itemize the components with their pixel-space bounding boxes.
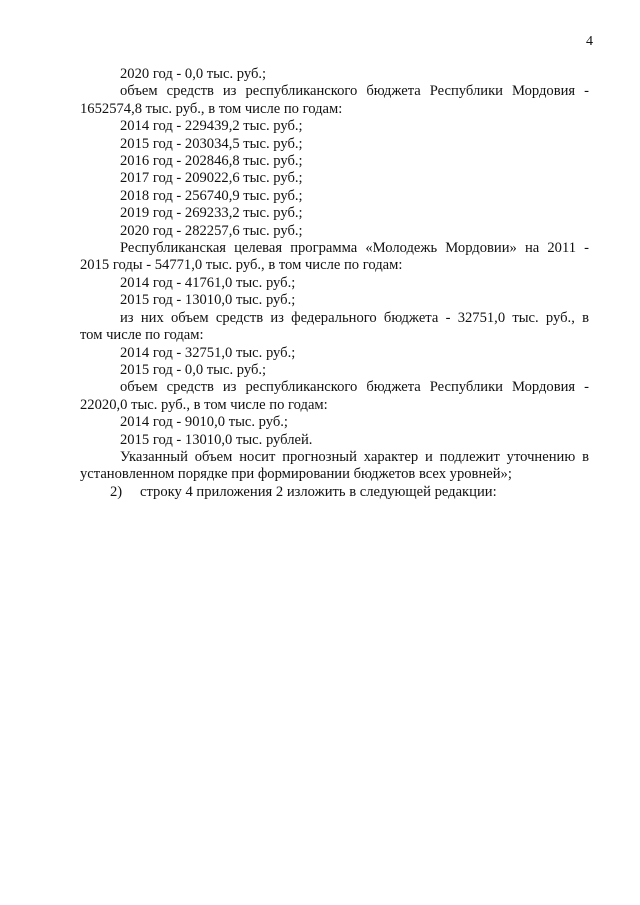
- text-line: 2020 год - 282257,6 тыс. руб.;: [120, 222, 303, 239]
- text-line: 2015 год - 13010,0 тыс. руб.;: [120, 292, 296, 309]
- text-line: 2019 год - 269233,2 тыс. руб.;: [120, 205, 303, 222]
- text-line: том числе по годам:: [80, 327, 204, 344]
- text-line: 2015 год - 203034,5 тыс. руб.;: [120, 135, 303, 152]
- text-line: 1652574,8 тыс. руб., в том числе по годам:: [80, 100, 343, 117]
- text-line: 2014 год - 9010,0 тыс. руб.;: [120, 414, 288, 431]
- document-body: [80, 66, 589, 501]
- text-line: 2014 год - 41761,0 тыс. руб.;: [120, 274, 296, 291]
- text-line: объем средств из республиканского бюджета Республики Мордовия -: [120, 379, 589, 396]
- text-line: Республиканская целевая программа «Молодежь Мордовии» на 2011 -: [120, 240, 589, 257]
- text-line: 2018 год - 256740,9 тыс. руб.;: [120, 187, 303, 204]
- text-line: 2017 год - 209022,6 тыс. руб.;: [120, 170, 303, 187]
- text-line: 2020 год - 0,0 тыс. руб.;: [120, 66, 267, 82]
- list-item-2: [80, 484, 589, 501]
- text-line: 2016 год - 202846,8 тыс. руб.;: [120, 153, 303, 170]
- text-line: Указанный объем носит прогнозный характер и подлежит уточнению в: [120, 448, 589, 465]
- text-line: объем средств из республиканского бюджета Республики Мордовия -: [120, 83, 589, 100]
- text-line: 2015 год - 0,0 тыс. руб.;: [120, 361, 267, 378]
- text-line: 2014 год - 229439,2 тыс. руб.;: [120, 118, 303, 135]
- list-item-number: 2): [110, 483, 123, 500]
- page-number: 4: [586, 34, 593, 49]
- text-lines: [80, 66, 589, 484]
- text-line: 2015 годы - 54771,0 тыс. руб., в том числе по годам:: [80, 257, 403, 274]
- text-line: установленном порядке при формировании бюджетов всех уровней»;: [80, 466, 512, 483]
- text-line: 22020,0 тыс. руб., в том числе по годам:: [80, 396, 328, 413]
- list-item-text: строку 4 приложения 2 изложить в следующей редакции:: [140, 483, 497, 500]
- text-line: 2015 год - 13010,0 тыс. рублей.: [120, 431, 313, 448]
- text-line: из них объем средств из федерального бюджета - 32751,0 тыс. руб., в: [120, 309, 589, 326]
- text-line: 2014 год - 32751,0 тыс. руб.;: [120, 344, 296, 361]
